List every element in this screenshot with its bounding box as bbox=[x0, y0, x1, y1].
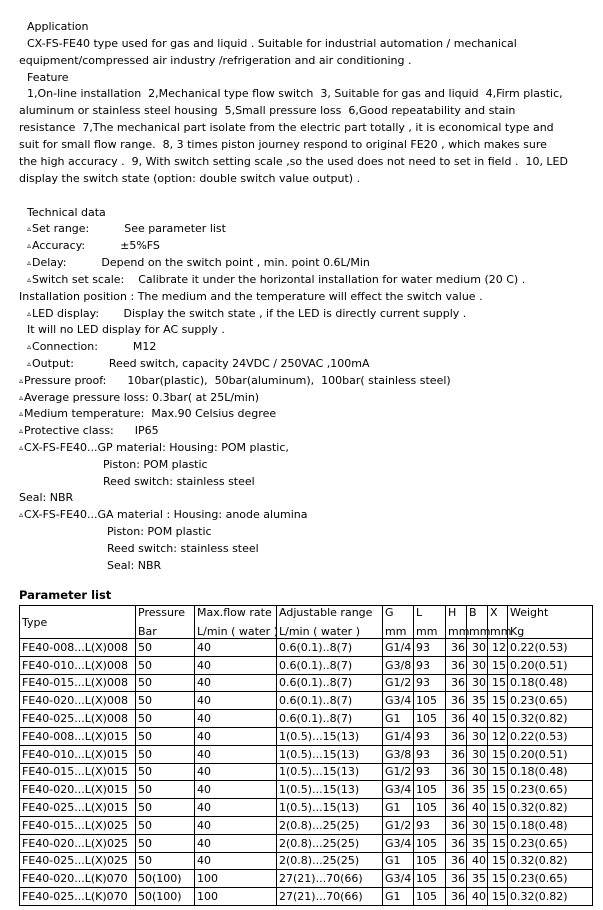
text-line-content: It will no LED display for AC supply . bbox=[27, 323, 225, 336]
table-cell: 36 bbox=[446, 763, 467, 781]
table-cell: FE40-015...L(X)008 bbox=[20, 674, 136, 692]
text-line-content: the high accuracy . 9, With switch setting scale ,so the used does not need to set in field . 10, LED bbox=[19, 155, 568, 168]
table-cell: 93 bbox=[414, 816, 446, 834]
text-line-content: Installation position : The medium and the temperature will effect the switch value . bbox=[19, 290, 483, 303]
table-cell: 1(0.5)...15(13) bbox=[277, 799, 383, 817]
text-line-content: Set range: See parameter list bbox=[32, 222, 226, 235]
table-cell: 100 bbox=[195, 888, 277, 906]
text-line bbox=[27, 86, 563, 103]
table-cell: G1 bbox=[383, 799, 414, 817]
table-cell: 0.6(0.1)..8(7) bbox=[277, 674, 383, 692]
table-cell: 15 bbox=[488, 834, 508, 852]
table-cell: G1 bbox=[383, 852, 414, 870]
text-line bbox=[19, 120, 554, 137]
text-line-content: suit for small flow range. 8, 3 times piston journey respond to original FE20 , which makes sure bbox=[19, 138, 547, 151]
table-row bbox=[20, 834, 593, 852]
table-cell: 0.32(0.82) bbox=[508, 888, 593, 906]
table-cell: 40 bbox=[195, 799, 277, 817]
table-cell: 40 bbox=[467, 799, 488, 817]
table-cell: 40 bbox=[195, 674, 277, 692]
table-cell: 30 bbox=[467, 816, 488, 834]
text-line-content: Reed switch: stainless steel bbox=[107, 542, 259, 555]
table-cell: 35 bbox=[467, 692, 488, 710]
table-cell: 0.23(0.65) bbox=[508, 834, 593, 852]
table-row bbox=[20, 745, 593, 763]
table-cell: 15 bbox=[488, 745, 508, 763]
table-cell: 105 bbox=[414, 799, 446, 817]
table-cell: 36 bbox=[446, 656, 467, 674]
header-l: L bbox=[414, 606, 446, 626]
parameter-table bbox=[19, 605, 593, 906]
text-line bbox=[107, 524, 212, 541]
triangle-marker-icon: ▵ bbox=[27, 275, 32, 284]
text-line-content: CX-FS-FE40 type used for gas and liquid . Suitable for industrial automation / mechanical bbox=[27, 37, 517, 50]
header-pressure: Pressure bbox=[136, 606, 195, 626]
text-line-content: Technical data bbox=[27, 206, 106, 219]
triangle-marker-icon: ▵ bbox=[27, 258, 32, 267]
table-cell: FE40-010...L(X)008 bbox=[20, 656, 136, 674]
table-cell: 30 bbox=[467, 763, 488, 781]
table-cell: 40 bbox=[467, 852, 488, 870]
header-type: Type bbox=[20, 606, 136, 639]
table-cell: 15 bbox=[488, 888, 508, 906]
table-cell: G3/8 bbox=[383, 745, 414, 763]
triangle-marker-icon: ▵ bbox=[19, 376, 24, 385]
table-cell: 1(0.5)...15(13) bbox=[277, 745, 383, 763]
table-cell: 93 bbox=[414, 656, 446, 674]
table-row bbox=[20, 799, 593, 817]
table-cell: 40 bbox=[195, 781, 277, 799]
text-line bbox=[19, 137, 547, 154]
table-cell: 30 bbox=[467, 656, 488, 674]
text-line bbox=[27, 205, 106, 222]
text-line-content: Switch set scale: Calibrate it under the horizontal installation for water medium (20 C) . bbox=[32, 273, 526, 286]
text-line bbox=[19, 406, 276, 424]
text-line bbox=[103, 457, 208, 474]
unit-weight: Kg bbox=[508, 625, 593, 639]
table-cell: 0.23(0.65) bbox=[508, 870, 593, 888]
text-line bbox=[27, 36, 517, 53]
table-cell: 15 bbox=[488, 781, 508, 799]
triangle-marker-icon: ▵ bbox=[27, 342, 32, 351]
table-cell: 15 bbox=[488, 870, 508, 888]
table-cell: 93 bbox=[414, 639, 446, 657]
table-cell: 36 bbox=[446, 888, 467, 906]
text-line-content: Accuracy: ±5%FS bbox=[32, 239, 160, 252]
table-cell: 1(0.5)...15(13) bbox=[277, 727, 383, 745]
table-row bbox=[20, 888, 593, 906]
triangle-marker-icon: ▵ bbox=[27, 241, 32, 250]
table-cell: 0.6(0.1)..8(7) bbox=[277, 692, 383, 710]
table-cell: 15 bbox=[488, 710, 508, 728]
header-h: H bbox=[446, 606, 467, 626]
table-cell: FE40-008...L(X)008 bbox=[20, 639, 136, 657]
table-cell: 50 bbox=[136, 852, 195, 870]
table-cell: FE40-008...L(X)015 bbox=[20, 727, 136, 745]
table-cell: 35 bbox=[467, 781, 488, 799]
table-cell: FE40-025...L(X)015 bbox=[20, 799, 136, 817]
table-cell: G1 bbox=[383, 888, 414, 906]
table-cell: 15 bbox=[488, 692, 508, 710]
table-cell: 12 bbox=[488, 727, 508, 745]
table-cell: 105 bbox=[414, 710, 446, 728]
table-cell: 105 bbox=[414, 692, 446, 710]
text-line bbox=[27, 272, 525, 290]
table-cell: 105 bbox=[414, 870, 446, 888]
unit-pressure: Bar bbox=[136, 625, 195, 639]
text-line bbox=[27, 19, 88, 36]
table-row bbox=[20, 852, 593, 870]
triangle-marker-icon: ▵ bbox=[27, 309, 32, 318]
text-line bbox=[19, 440, 289, 458]
triangle-marker-icon: ▵ bbox=[19, 426, 24, 435]
table-cell: 35 bbox=[467, 834, 488, 852]
text-line-content: Reed switch: stainless steel bbox=[103, 475, 255, 488]
table-cell: 1(0.5)...15(13) bbox=[277, 781, 383, 799]
table-cell: FE40-020...L(K)070 bbox=[20, 870, 136, 888]
text-line-content: Connection: M12 bbox=[32, 340, 157, 353]
table-row bbox=[20, 870, 593, 888]
table-cell: 0.32(0.82) bbox=[508, 710, 593, 728]
unit-max-flow: L/min ( water ) bbox=[195, 625, 277, 639]
table-cell: 93 bbox=[414, 674, 446, 692]
header-max-flow: Max.flow rate bbox=[195, 606, 277, 626]
text-line bbox=[19, 507, 308, 525]
table-cell: 0.20(0.51) bbox=[508, 745, 593, 763]
table-cell: 36 bbox=[446, 781, 467, 799]
table-cell: 27(21)...70(66) bbox=[277, 870, 383, 888]
table-cell: G1/4 bbox=[383, 727, 414, 745]
text-line-content: Average pressure loss: 0.3bar( at 25L/min) bbox=[24, 391, 260, 404]
table-cell: FE40-020...L(X)025 bbox=[20, 834, 136, 852]
text-line-content: Seal: NBR bbox=[107, 559, 162, 572]
table-cell: 40 bbox=[195, 727, 277, 745]
table-cell: 0.23(0.65) bbox=[508, 781, 593, 799]
table-cell: FE40-025...L(X)025 bbox=[20, 852, 136, 870]
table-cell: 50 bbox=[136, 781, 195, 799]
table-cell: 93 bbox=[414, 745, 446, 763]
table-cell: 0.6(0.1)..8(7) bbox=[277, 710, 383, 728]
table-cell: 50 bbox=[136, 656, 195, 674]
text-line-content: Medium temperature: Max.90 Celsius degree bbox=[24, 407, 277, 420]
table-cell: 36 bbox=[446, 816, 467, 834]
table-cell: 30 bbox=[467, 639, 488, 657]
table-cell: 0.22(0.53) bbox=[508, 727, 593, 745]
text-line bbox=[19, 154, 568, 171]
table-row bbox=[20, 674, 593, 692]
table-cell: 50 bbox=[136, 745, 195, 763]
table-cell: 36 bbox=[446, 852, 467, 870]
table-cell: 50 bbox=[136, 799, 195, 817]
table-cell: FE40-015...L(X)015 bbox=[20, 763, 136, 781]
table-cell: 36 bbox=[446, 674, 467, 692]
text-line-content: CX-FS-FE40...GP material: Housing: POM plastic, bbox=[24, 441, 289, 454]
table-cell: 50 bbox=[136, 816, 195, 834]
table-cell: G1/2 bbox=[383, 763, 414, 781]
text-line bbox=[107, 541, 259, 558]
table-cell: 40 bbox=[467, 888, 488, 906]
table-cell: 36 bbox=[446, 692, 467, 710]
table-cell: 40 bbox=[195, 656, 277, 674]
text-line-content: Application bbox=[27, 20, 89, 33]
text-line-content: 1,On-line installation 2,Mechanical type flow switch 3, Suitable for gas and liquid 4,Firm plastic, bbox=[27, 87, 563, 100]
text-line-content: equipment/compressed air industry /refrigeration and air conditioning . bbox=[19, 54, 412, 67]
table-cell: 1(0.5)...15(13) bbox=[277, 763, 383, 781]
triangle-marker-icon: ▵ bbox=[19, 443, 24, 452]
table-cell: 0.32(0.82) bbox=[508, 799, 593, 817]
table-cell: 50 bbox=[136, 710, 195, 728]
table-cell: 40 bbox=[195, 763, 277, 781]
text-line bbox=[27, 238, 160, 256]
table-cell: 40 bbox=[195, 852, 277, 870]
table-cell: 50 bbox=[136, 692, 195, 710]
table-row bbox=[20, 692, 593, 710]
triangle-marker-icon: ▵ bbox=[19, 510, 24, 519]
text-line bbox=[107, 558, 161, 575]
table-cell: 36 bbox=[446, 727, 467, 745]
text-line bbox=[27, 356, 370, 374]
table-cell: 30 bbox=[467, 674, 488, 692]
table-cell: 15 bbox=[488, 852, 508, 870]
table-cell: 105 bbox=[414, 852, 446, 870]
table-cell: 0.18(0.48) bbox=[508, 816, 593, 834]
text-line-content: Piston: POM plastic bbox=[103, 458, 208, 471]
table-cell: 0.18(0.48) bbox=[508, 763, 593, 781]
text-line bbox=[19, 289, 483, 306]
unit-adjustable-range: L/min ( water ) bbox=[277, 625, 383, 639]
text-line bbox=[19, 103, 515, 120]
table-cell: 15 bbox=[488, 656, 508, 674]
table-cell: 30 bbox=[467, 727, 488, 745]
text-line-content: Seal: NBR bbox=[19, 491, 74, 504]
table-cell: 105 bbox=[414, 781, 446, 799]
table-row bbox=[20, 781, 593, 799]
table-cell: FE40-020...L(X)015 bbox=[20, 781, 136, 799]
table-cell: G1/2 bbox=[383, 816, 414, 834]
text-line-content: Delay: Depend on the switch point , min. point 0.6L/Min bbox=[32, 256, 370, 269]
text-line bbox=[19, 490, 73, 507]
table-cell: 0.18(0.48) bbox=[508, 674, 593, 692]
table-cell: 27(21)...70(66) bbox=[277, 888, 383, 906]
table-cell: 0.22(0.53) bbox=[508, 639, 593, 657]
table-cell: 40 bbox=[467, 710, 488, 728]
triangle-marker-icon: ▵ bbox=[19, 393, 24, 402]
table-row bbox=[20, 710, 593, 728]
text-line bbox=[27, 339, 156, 357]
text-line-content: Piston: POM plastic bbox=[107, 525, 212, 538]
header-x: X bbox=[488, 606, 508, 626]
table-cell: 50(100) bbox=[136, 870, 195, 888]
table-cell: 15 bbox=[488, 763, 508, 781]
table-cell: FE40-015...L(X)025 bbox=[20, 816, 136, 834]
table-cell: 35 bbox=[467, 870, 488, 888]
table-cell: 40 bbox=[195, 710, 277, 728]
parameter-list-title: Parameter list bbox=[19, 588, 112, 602]
table-cell: 50 bbox=[136, 639, 195, 657]
table-cell: 36 bbox=[446, 745, 467, 763]
table-cell: 50 bbox=[136, 674, 195, 692]
table-row bbox=[20, 639, 593, 657]
unit-g: mm bbox=[383, 625, 414, 639]
unit-b: mm bbox=[467, 625, 488, 639]
table-cell: 2(0.8)...25(25) bbox=[277, 834, 383, 852]
table-cell: FE40-025...L(X)008 bbox=[20, 710, 136, 728]
text-line-content: display the switch state (option: double switch value output) . bbox=[19, 172, 361, 185]
table-cell: 100 bbox=[195, 870, 277, 888]
table-cell: 40 bbox=[195, 816, 277, 834]
header-adjustable-range: Adjustable range bbox=[277, 606, 383, 626]
table-cell: G3/4 bbox=[383, 834, 414, 852]
text-line bbox=[103, 474, 255, 491]
table-cell: G1/2 bbox=[383, 674, 414, 692]
table-cell: 40 bbox=[195, 639, 277, 657]
table-cell: 93 bbox=[414, 763, 446, 781]
table-cell: 36 bbox=[446, 710, 467, 728]
table-cell: 2(0.8)...25(25) bbox=[277, 852, 383, 870]
triangle-marker-icon: ▵ bbox=[27, 224, 32, 233]
table-cell: G3/4 bbox=[383, 781, 414, 799]
text-line-content: aluminum or stainless steel housing 5,Small pressure loss 6,Good repeatability and stain bbox=[19, 104, 516, 117]
table-cell: 50 bbox=[136, 763, 195, 781]
table-cell: 2(0.8)...25(25) bbox=[277, 816, 383, 834]
table-cell: 0.6(0.1)..8(7) bbox=[277, 639, 383, 657]
table-cell: 40 bbox=[195, 834, 277, 852]
text-line-content: Feature bbox=[27, 71, 69, 84]
table-cell: G3/4 bbox=[383, 870, 414, 888]
text-line bbox=[27, 221, 226, 239]
text-line-content: CX-FS-FE40...GA material : Housing: anode alumina bbox=[24, 508, 308, 521]
text-line bbox=[27, 322, 225, 339]
table-cell: 36 bbox=[446, 834, 467, 852]
table-cell: G3/8 bbox=[383, 656, 414, 674]
table-cell: 12 bbox=[488, 639, 508, 657]
table-cell: 50 bbox=[136, 727, 195, 745]
text-line bbox=[19, 171, 360, 188]
table-cell: 105 bbox=[414, 888, 446, 906]
table-cell: 40 bbox=[195, 745, 277, 763]
table-cell: 40 bbox=[195, 692, 277, 710]
table-cell: 15 bbox=[488, 816, 508, 834]
table-cell: 36 bbox=[446, 799, 467, 817]
table-cell: 15 bbox=[488, 674, 508, 692]
table-cell: G3/4 bbox=[383, 692, 414, 710]
text-line bbox=[19, 423, 159, 441]
table-cell: 0.23(0.65) bbox=[508, 692, 593, 710]
text-line bbox=[19, 53, 412, 70]
table-cell: 15 bbox=[488, 799, 508, 817]
table-cell: 0.32(0.82) bbox=[508, 852, 593, 870]
table-cell: FE40-020...L(X)008 bbox=[20, 692, 136, 710]
table-cell: 36 bbox=[446, 639, 467, 657]
text-line-content: Output: Reed switch, capacity 24VDC / 250VAC ,100mA bbox=[32, 357, 370, 370]
text-line-content: Pressure proof: 10bar(plastic), 50bar(aluminum), 100bar( stainless steel) bbox=[24, 374, 451, 387]
text-line-content: LED display: Display the switch state , if the LED is directly current supply . bbox=[32, 307, 467, 320]
table-cell: 93 bbox=[414, 727, 446, 745]
header-b: B bbox=[467, 606, 488, 626]
table-row bbox=[20, 656, 593, 674]
table-cell: G1/4 bbox=[383, 639, 414, 657]
header-g: G bbox=[383, 606, 414, 626]
table-cell: 105 bbox=[414, 834, 446, 852]
unit-x: mm bbox=[488, 625, 508, 639]
triangle-marker-icon: ▵ bbox=[27, 359, 32, 368]
triangle-marker-icon: ▵ bbox=[19, 409, 24, 418]
table-cell: 50(100) bbox=[136, 888, 195, 906]
table-cell: 50 bbox=[136, 834, 195, 852]
table-cell: FE40-025...L(K)070 bbox=[20, 888, 136, 906]
table-cell: G1 bbox=[383, 710, 414, 728]
text-line-content: resistance 7,The mechanical part isolate from the electric part totally , it is economical type and bbox=[19, 121, 554, 134]
unit-l: mm bbox=[414, 625, 446, 639]
table-row bbox=[20, 763, 593, 781]
table-cell: 36 bbox=[446, 870, 467, 888]
table-cell: 0.20(0.51) bbox=[508, 656, 593, 674]
table-row bbox=[20, 727, 593, 745]
table-cell: 0.6(0.1)..8(7) bbox=[277, 656, 383, 674]
unit-h: mm bbox=[446, 625, 467, 639]
table-row bbox=[20, 816, 593, 834]
text-line bbox=[27, 70, 69, 87]
text-line bbox=[19, 373, 451, 391]
table-cell: 30 bbox=[467, 745, 488, 763]
header-weight: Weight bbox=[508, 606, 593, 626]
text-line bbox=[27, 255, 370, 273]
text-line-content: Protective class: IP65 bbox=[24, 424, 159, 437]
table-cell: FE40-010...L(X)015 bbox=[20, 745, 136, 763]
